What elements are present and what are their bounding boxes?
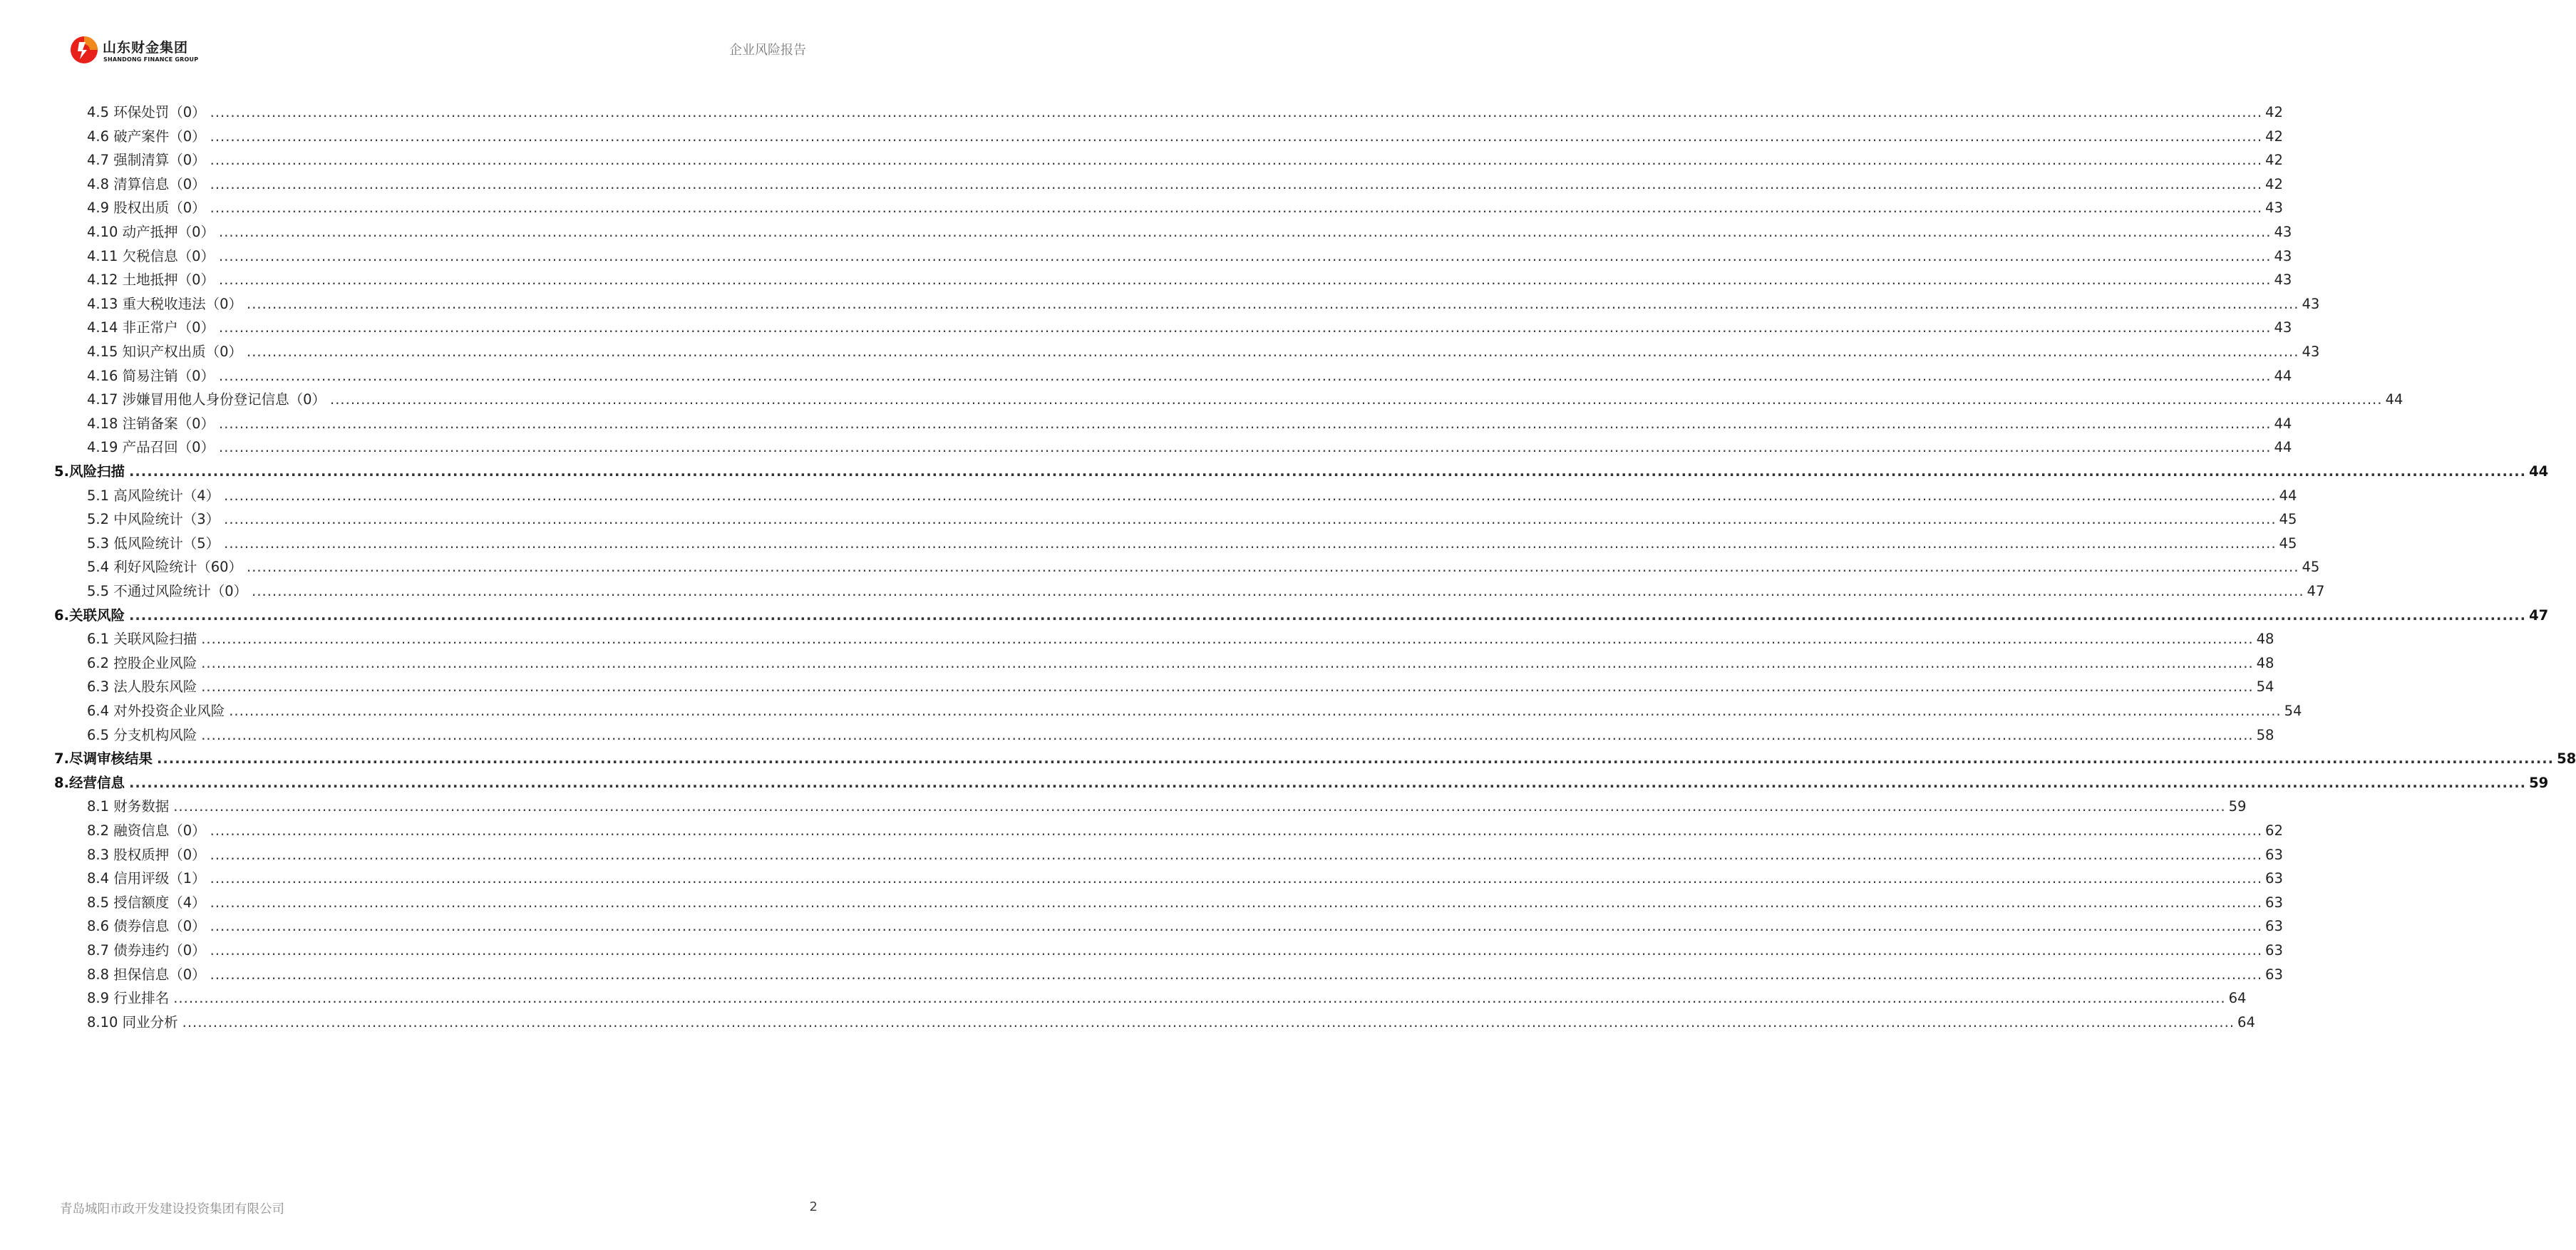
toc-entry-label: 5.2 中风险统计（3）: [87, 511, 220, 528]
toc-page-number: 43: [2274, 224, 2292, 240]
toc-dot-leader: ................................................................................................................................................................................................................................................................................................................................................................................................................: [229, 703, 2282, 719]
toc-page-number: 64: [2237, 1013, 2255, 1031]
toc-section-entry[interactable]: [54, 604, 2549, 627]
toc-page-number: 62: [2265, 822, 2283, 839]
toc-page-number: 48: [2256, 631, 2274, 648]
toc-subsection-entry[interactable]: [87, 628, 2274, 651]
toc-subsection-entry[interactable]: [87, 485, 2297, 507]
toc-page-number: 58: [2256, 726, 2274, 743]
toc-entry-label: 6.关联风险: [54, 606, 125, 624]
toc-dot-leader: ................................................................................................................................................................................................................................................................................................................................................................................................................: [173, 798, 2226, 815]
toc-page-number: 42: [2265, 128, 2283, 145]
toc-entry-label: 8.7 债券违约（0）: [87, 942, 206, 959]
toc-dot-leader: ................................................................................................................................................................................................................................................................................................................................................................................................................: [219, 367, 2272, 384]
footer-company-name: 青岛城阳市政开发建设投资集团有限公司: [60, 1202, 284, 1217]
toc-section-entry[interactable]: [54, 748, 2576, 770]
toc-subsection-entry[interactable]: [87, 892, 2283, 914]
toc-entry-label: 5.5 不通过风险统计（0）: [87, 583, 248, 599]
toc-entry-label: 4.14 非正常户（0）: [87, 319, 215, 336]
toc-entry-label: 5.1 高风险统计（4）: [87, 487, 220, 504]
toc-dot-leader: ................................................................................................................................................................................................................................................................................................................................................................................................................: [201, 726, 2254, 743]
toc-page-number: 48: [2256, 654, 2274, 671]
toc-page-number: 63: [2265, 846, 2283, 863]
toc-dot-leader: ................................................................................................................................................................................................................................................................................................................................................................................................................: [173, 990, 2226, 1007]
toc-page-number: 59: [2529, 774, 2549, 791]
toc-dot-leader: ................................................................................................................................................................................................................................................................................................................................................................................................................: [210, 846, 2263, 863]
toc-page-number: 47: [2307, 583, 2325, 599]
toc-subsection-entry[interactable]: [87, 293, 2320, 316]
toc-subsection-entry[interactable]: [87, 221, 2292, 244]
toc-entry-label: 4.6 破产案件（0）: [87, 128, 206, 145]
toc-entry-label: 5.风险扫描: [54, 463, 125, 480]
toc-subsection-entry[interactable]: [87, 820, 2283, 842]
toc-subsection-entry[interactable]: [87, 101, 2283, 124]
toc-page-number: 43: [2274, 319, 2292, 336]
footer-page-number: 2: [809, 1199, 818, 1214]
toc-dot-leader: ................................................................................................................................................................................................................................................................................................................................................................................................................: [247, 344, 2299, 360]
toc-subsection-entry[interactable]: [87, 436, 2292, 459]
toc-page-number: 64: [2228, 990, 2247, 1007]
toc-page-number: 42: [2265, 104, 2283, 120]
toc-subsection-entry[interactable]: [87, 388, 2404, 411]
toc-entry-label: 8.10 同业分析: [87, 1013, 178, 1031]
toc-subsection-entry[interactable]: [87, 365, 2292, 388]
toc-page-number: 54: [2284, 703, 2302, 719]
toc-subsection-entry[interactable]: [87, 652, 2274, 675]
toc-entry-label: 8.5 授信额度（4）: [87, 894, 206, 911]
toc-entry-label: 4.16 简易注销（0）: [87, 367, 215, 384]
toc-entry-label: 4.9 股权出质（0）: [87, 200, 206, 217]
toc-entry-label: 4.19 产品召回（0）: [87, 439, 215, 456]
toc-page-number: 63: [2265, 894, 2283, 911]
toc-entry-label: 8.2 融资信息（0）: [87, 822, 206, 839]
toc-entry-label: 8.8 担保信息（0）: [87, 966, 206, 983]
toc-page-number: 43: [2265, 200, 2283, 217]
toc-subsection-entry[interactable]: [87, 556, 2320, 579]
toc-page-number: 43: [2302, 295, 2320, 312]
toc-dot-leader: ................................................................................................................................................................................................................................................................................................................................................................................................................: [219, 247, 2272, 264]
toc-dot-leader: ................................................................................................................................................................................................................................................................................................................................................................................................................: [182, 1013, 2235, 1031]
toc-subsection-entry[interactable]: [87, 964, 2283, 986]
toc-dot-leader: ................................................................................................................................................................................................................................................................................................................................................................................................................: [210, 200, 2263, 217]
toc-page-number: 42: [2265, 175, 2283, 192]
toc-entry-label: 4.10 动产抵押（0）: [87, 224, 215, 240]
toc-subsection-entry[interactable]: [87, 316, 2292, 339]
toc-subsection-entry[interactable]: [87, 795, 2247, 818]
toc-entry-label: 8.1 财务数据: [87, 798, 170, 815]
toc-subsection-entry[interactable]: [87, 939, 2283, 962]
toc-dot-leader: ................................................................................................................................................................................................................................................................................................................................................................................................................: [210, 175, 2263, 192]
toc-entry-label: 8.4 信用评级（1）: [87, 870, 206, 887]
company-logo: [70, 34, 220, 68]
toc-page-number: 44: [2274, 367, 2292, 384]
logo-english-name: SHANDONG FINANCE GROUP: [103, 56, 199, 63]
toc-subsection-entry[interactable]: [87, 532, 2297, 555]
toc-page-number: 43: [2274, 247, 2292, 264]
toc-page-number: 63: [2265, 942, 2283, 959]
toc-page-number: 45: [2279, 534, 2297, 552]
toc-dot-leader: ................................................................................................................................................................................................................................................................................................................................................................................................................: [201, 654, 2254, 671]
toc-dot-leader: ................................................................................................................................................................................................................................................................................................................................................................................................................: [201, 631, 2254, 648]
toc-dot-leader: ................................................................................................................................................................................................................................................................................................................................................................................................................: [128, 463, 2527, 480]
toc-page-number: 44: [2274, 439, 2292, 456]
toc-subsection-entry[interactable]: [87, 197, 2283, 219]
toc-subsection-entry[interactable]: [87, 987, 2247, 1010]
toc-entry-label: 4.12 土地抵押（0）: [87, 272, 215, 289]
toc-page-number: 43: [2274, 272, 2292, 289]
toc-page-number: 63: [2265, 966, 2283, 983]
toc-dot-leader: ................................................................................................................................................................................................................................................................................................................................................................................................................: [210, 966, 2263, 983]
toc-page-number: 44: [2279, 487, 2297, 504]
toc-section-entry[interactable]: [54, 460, 2549, 483]
toc-section-entry[interactable]: [54, 772, 2549, 795]
toc-dot-leader: ................................................................................................................................................................................................................................................................................................................................................................................................................: [210, 152, 2263, 169]
toc-page-number: 47: [2529, 606, 2549, 624]
toc-dot-leader: ................................................................................................................................................................................................................................................................................................................................................................................................................: [201, 678, 2254, 696]
toc-entry-label: 6.1 关联风险扫描: [87, 631, 197, 648]
toc-entry-label: 4.5 环保处罚（0）: [87, 104, 206, 120]
shandong-finance-logo-icon: [70, 36, 98, 64]
toc-subsection-entry[interactable]: [87, 269, 2292, 291]
toc-entry-label: 4.18 注销备案（0）: [87, 415, 215, 432]
toc-page-number: 63: [2265, 918, 2283, 935]
toc-entry-label: 4.8 清算信息（0）: [87, 175, 206, 192]
toc-page-number: 44: [2385, 391, 2404, 408]
toc-subsection-entry[interactable]: [87, 173, 2283, 196]
toc-subsection-entry[interactable]: [87, 700, 2302, 723]
toc-entry-label: 8.3 股权质押（0）: [87, 846, 206, 863]
toc-subsection-entry[interactable]: [87, 915, 2283, 938]
toc-dot-leader: ................................................................................................................................................................................................................................................................................................................................................................................................................: [219, 319, 2272, 336]
toc-entry-label: 4.7 强制清算（0）: [87, 152, 206, 169]
toc-page-number: 45: [2302, 559, 2320, 576]
toc-entry-label: 4.15 知识产权出质（0）: [87, 344, 243, 360]
toc-subsection-entry[interactable]: [87, 1011, 2255, 1034]
toc-dot-leader: ................................................................................................................................................................................................................................................................................................................................................................................................................: [210, 870, 2263, 887]
toc-dot-leader: ................................................................................................................................................................................................................................................................................................................................................................................................................: [330, 391, 2383, 408]
toc-entry-label: 5.4 利好风险统计（60）: [87, 559, 243, 576]
toc-entry-label: 8.9 行业排名: [87, 990, 170, 1007]
toc-dot-leader: ................................................................................................................................................................................................................................................................................................................................................................................................................: [219, 224, 2272, 240]
toc-dot-leader: ................................................................................................................................................................................................................................................................................................................................................................................................................: [224, 487, 2277, 504]
toc-entry-label: 8.经营信息: [54, 774, 125, 791]
logo-chinese-name: 山东财金集团: [103, 40, 189, 56]
toc-subsection-entry[interactable]: [87, 580, 2325, 603]
toc-subsection-entry[interactable]: [87, 341, 2320, 363]
toc-page-number: 63: [2265, 870, 2283, 887]
toc-page-number: 54: [2256, 678, 2274, 696]
toc-dot-leader: ................................................................................................................................................................................................................................................................................................................................................................................................................: [247, 295, 2299, 312]
toc-page-number: 59: [2228, 798, 2247, 815]
toc-entry-label: 8.6 债券信息（0）: [87, 918, 206, 935]
toc-dot-leader: ................................................................................................................................................................................................................................................................................................................................................................................................................: [210, 822, 2263, 839]
toc-subsection-entry[interactable]: [87, 844, 2283, 867]
toc-subsection-entry[interactable]: [87, 508, 2297, 531]
toc-subsection-entry[interactable]: [87, 724, 2274, 747]
toc-entry-label: 5.3 低风险统计（5）: [87, 534, 220, 552]
toc-dot-leader: ................................................................................................................................................................................................................................................................................................................................................................................................................: [224, 511, 2277, 528]
toc-entry-label: 4.11 欠税信息（0）: [87, 247, 215, 264]
toc-page-number: 44: [2529, 463, 2549, 480]
toc-subsection-entry[interactable]: [87, 413, 2292, 435]
toc-subsection-entry[interactable]: [87, 149, 2283, 172]
toc-dot-leader: ................................................................................................................................................................................................................................................................................................................................................................................................................: [219, 415, 2272, 432]
document-type-label: 企业风险报告: [729, 43, 806, 58]
toc-page-number: 43: [2302, 344, 2320, 360]
toc-subsection-entry[interactable]: [87, 245, 2292, 268]
toc-dot-leader: ................................................................................................................................................................................................................................................................................................................................................................................................................: [219, 439, 2272, 456]
toc-dot-leader: ................................................................................................................................................................................................................................................................................................................................................................................................................: [156, 750, 2555, 768]
toc-dot-leader: ................................................................................................................................................................................................................................................................................................................................................................................................................: [247, 559, 2299, 576]
toc-subsection-entry[interactable]: [87, 125, 2283, 148]
toc-dot-leader: ................................................................................................................................................................................................................................................................................................................................................................................................................: [219, 272, 2272, 289]
toc-entry-label: 4.13 重大税收违法（0）: [87, 295, 243, 312]
toc-subsection-entry[interactable]: [87, 676, 2274, 698]
toc-dot-leader: ................................................................................................................................................................................................................................................................................................................................................................................................................: [210, 104, 2263, 120]
toc-dot-leader: ................................................................................................................................................................................................................................................................................................................................................................................................................: [210, 128, 2263, 145]
toc-page-number: 45: [2279, 511, 2297, 528]
toc-dot-leader: ................................................................................................................................................................................................................................................................................................................................................................................................................: [252, 583, 2304, 599]
toc-dot-leader: ................................................................................................................................................................................................................................................................................................................................................................................................................: [210, 918, 2263, 935]
toc-dot-leader: ................................................................................................................................................................................................................................................................................................................................................................................................................: [210, 942, 2263, 959]
toc-entry-label: 6.5 分支机构风险: [87, 726, 197, 743]
toc-dot-leader: ................................................................................................................................................................................................................................................................................................................................................................................................................: [128, 774, 2527, 791]
toc-entry-label: 6.2 控股企业风险: [87, 654, 197, 671]
toc-subsection-entry[interactable]: [87, 867, 2283, 890]
toc-entry-label: 6.3 法人股东风险: [87, 678, 197, 696]
toc-dot-leader: ................................................................................................................................................................................................................................................................................................................................................................................................................: [224, 534, 2277, 552]
toc-dot-leader: ................................................................................................................................................................................................................................................................................................................................................................................................................: [210, 894, 2263, 911]
toc-page-number: 44: [2274, 415, 2292, 432]
page-header: [0, 0, 885, 78]
toc-entry-label: 4.17 涉嫌冒用他人身份登记信息（0）: [87, 391, 326, 408]
toc-entry-label: 6.4 对外投资企业风险: [87, 703, 225, 719]
toc-dot-leader: ................................................................................................................................................................................................................................................................................................................................................................................................................: [128, 606, 2527, 624]
toc-page-number: 42: [2265, 152, 2283, 169]
toc-entry-label: 7.尽调审核结果: [54, 750, 153, 768]
toc-page-number: 58: [2557, 750, 2576, 768]
